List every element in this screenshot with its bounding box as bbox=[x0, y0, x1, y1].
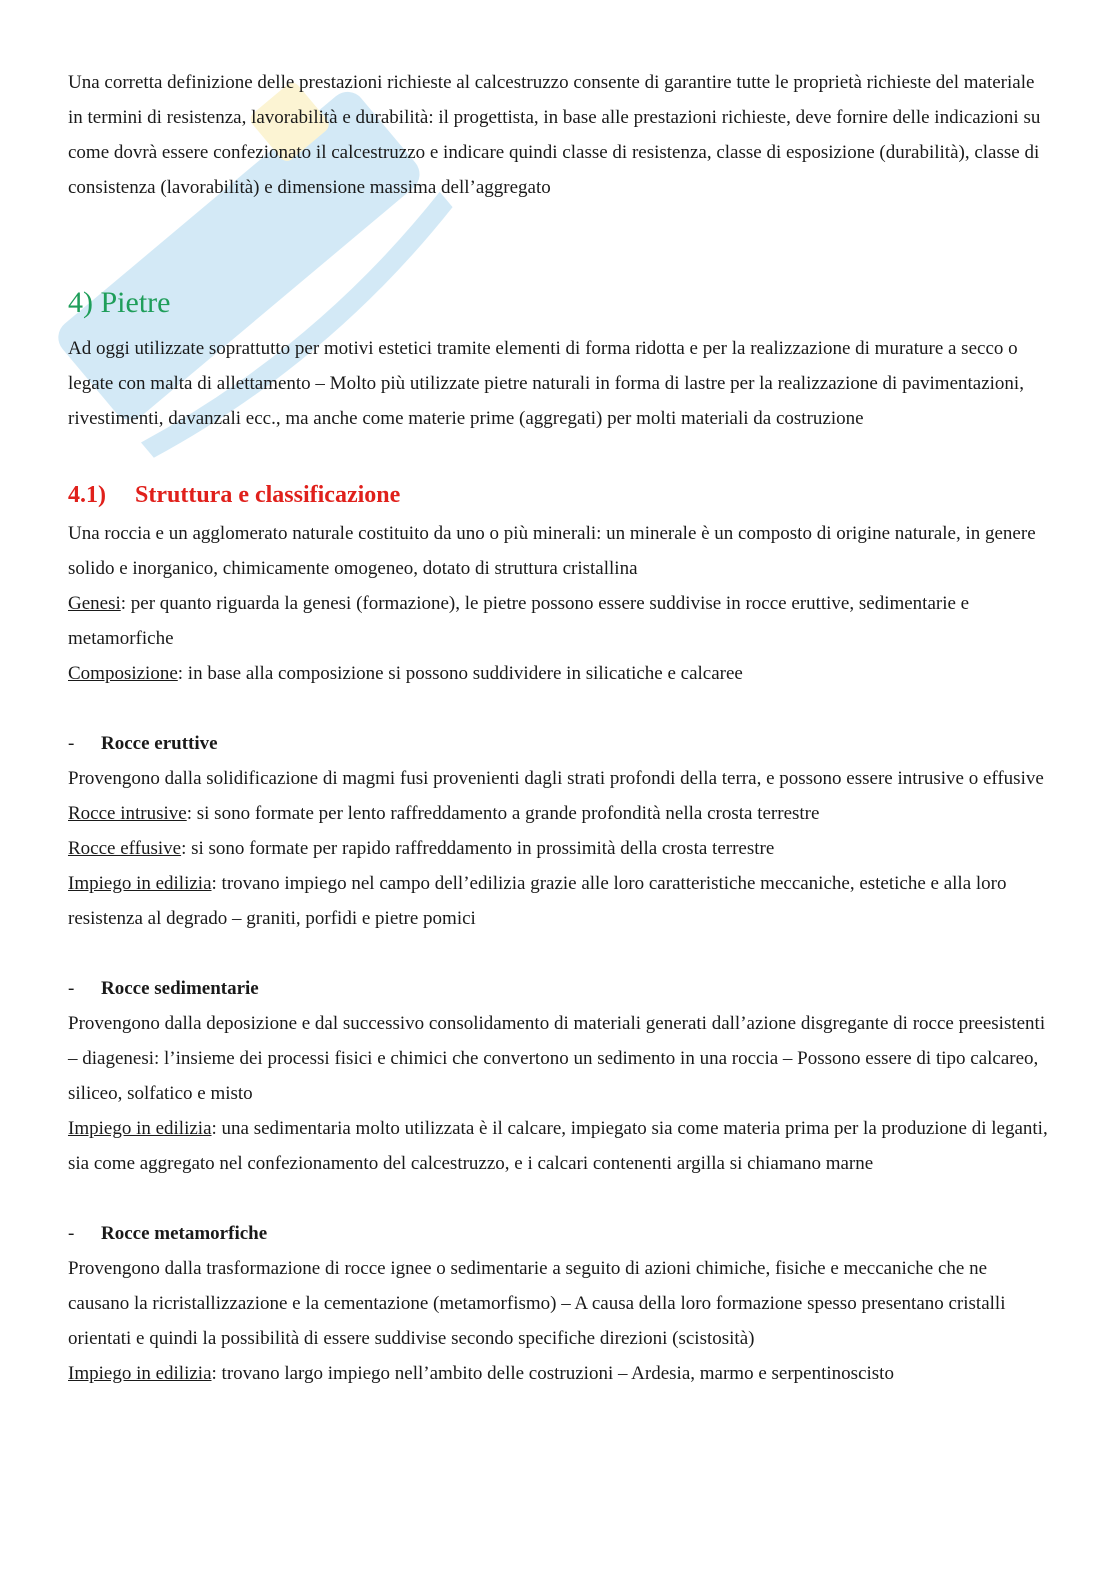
bullet-dash: - bbox=[68, 978, 75, 999]
composizione-label: Composizione bbox=[68, 663, 178, 684]
rocce-eruttive-paragraph: Provengono dalla solidificazione di magmi fusi provenienti dagli strati profondi della terra, e possono essere intrusive o effusive bbox=[68, 768, 1044, 789]
eruttive-impiego-text: : trovano impiego nel campo dell’edilizia grazie alle loro caratteristiche meccaniche, estetiche e alla loro resistenza al degrado – graniti, porfidi e pietre pomici bbox=[68, 873, 1007, 929]
section-paragraph: Ad oggi utilizzate soprattutto per motivi estetici tramite elementi di forma ridotta e per la realizzazione di murature a secco o legate con malta di allettamento – Molto più utilizzate pietre naturali in forma di lastre per la realizzazione di pavimentazioni, rivestimenti, davanzali ecc., ma anche come materie prime (aggregati) per molti materiali da costruzione bbox=[68, 338, 1024, 429]
eruttive-impiego-paragraph bbox=[68, 866, 1048, 936]
effusive-label: Rocce effusive bbox=[68, 838, 182, 859]
subsection-title: Struttura e classificazione bbox=[135, 482, 401, 508]
effusive-text: : si sono formate per rapido raffreddamento in prossimità della crosta terrestre bbox=[181, 838, 775, 859]
intrusive-text: : si sono formate per lento raffreddamento a grande profondità nella crosta terrestre bbox=[186, 803, 820, 824]
genesi-label: Genesi bbox=[68, 593, 121, 614]
intro-paragraph: Una corretta definizione delle prestazioni richieste al calcestruzzo consente di garantire tutte le proprietà richieste del materiale in termini di resistenza, lavorabilità e durabilità: il progettista, in base alle prestazioni richieste, deve fornire delle indicazioni su come dovrà essere confezionato il calcestruzzo e indicare quindi classe di resistenza, classe di esposizione (durabilità), classe di consistenza (lavorabilità) e dimensione massima dell’aggregato bbox=[68, 72, 1041, 198]
rocce-sedimentarie-heading bbox=[68, 971, 1048, 1006]
metamorfiche-impiego-text: : trovano largo impiego nell’ambito delle costruzioni – Ardesia, marmo e serpentinoscisto bbox=[211, 1363, 894, 1384]
rocce-eruttive-title: Rocce eruttive bbox=[101, 733, 218, 754]
sedimentarie-impiego-paragraph bbox=[68, 1111, 1048, 1181]
subsection-heading bbox=[68, 480, 1048, 510]
section-title: 4) Pietre bbox=[68, 286, 171, 319]
intrusive-label: Rocce intrusive bbox=[68, 803, 187, 824]
intrusive-paragraph bbox=[68, 796, 1048, 831]
sedimentarie-impiego-label: Impiego in edilizia bbox=[68, 1118, 212, 1139]
rocce-sedimentarie-title: Rocce sedimentarie bbox=[101, 978, 259, 999]
sedimentarie-impiego-text: : una sedimentaria molto utilizzata è il calcare, impiegato sia come materia prima per la produzione di leganti, sia come aggregato nel confezionamento del calcestruzzo, e i calcari contenenti argilla si chiamano marne bbox=[68, 1118, 1048, 1174]
subsection-paragraph: Una roccia e un agglomerato naturale costituito da uno o più minerali: un minerale è un composto di origine naturale, in genere solido e inorganico, chimicamente omogeneo, dotato di struttura cristallina bbox=[68, 523, 1036, 579]
bullet-dash: - bbox=[68, 1223, 75, 1244]
metamorfiche-impiego-paragraph bbox=[68, 1356, 1048, 1391]
metamorfiche-impiego-label: Impiego in edilizia bbox=[68, 1363, 212, 1384]
composizione-paragraph bbox=[68, 656, 1048, 691]
rocce-metamorfiche-paragraph: Provengono dalla trasformazione di rocce ignee o sedimentarie a seguito di azioni chimiche, fisiche e meccaniche che ne causano la ricristallizzazione e la cementazione (metamorfismo) – A causa della loro formazione spesso presentano cristalli orientati e quindi la possibilità di essere suddivise secondo specifiche direzioni (scistosità) bbox=[68, 1258, 1006, 1349]
composizione-text: : in base alla composizione si possono suddividere in silicatiche e calcaree bbox=[177, 663, 743, 684]
rocce-metamorfiche-title: Rocce metamorfiche bbox=[101, 1223, 268, 1244]
eruttive-impiego-label: Impiego in edilizia bbox=[68, 873, 212, 894]
genesi-text: : per quanto riguarda la genesi (formazione), le pietre possono essere suddivise in rocce eruttive, sedimentarie e metamorfiche bbox=[68, 593, 970, 649]
effusive-paragraph bbox=[68, 831, 1048, 866]
genesi-paragraph bbox=[68, 586, 1048, 656]
rocce-metamorfiche-heading bbox=[68, 1216, 1048, 1251]
bullet-dash: - bbox=[68, 733, 75, 754]
subsection-number: 4.1) bbox=[68, 482, 106, 508]
rocce-sedimentarie-paragraph: Provengono dalla deposizione e dal successivo consolidamento di materiali generati dall’azione disgregante di rocce preesistenti – diagenesi: l’insieme dei processi fisici e chimici che convertono un sedimento in una roccia – Possono essere di tipo calcareo, siliceo, solfatico e misto bbox=[68, 1013, 1046, 1104]
rocce-eruttive-heading bbox=[68, 726, 1048, 761]
